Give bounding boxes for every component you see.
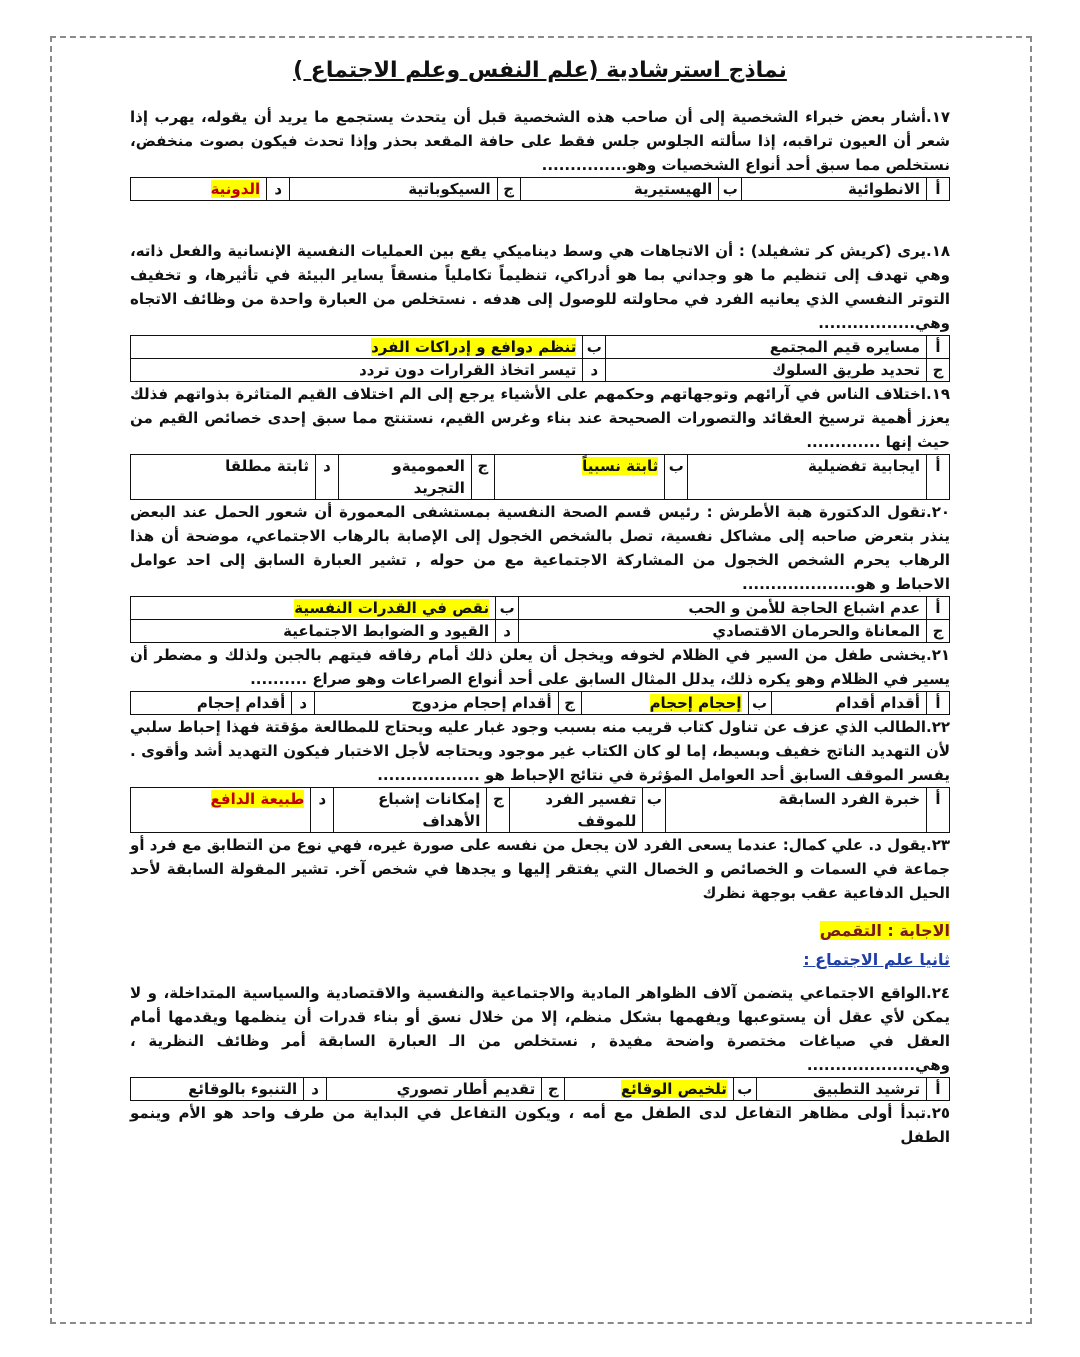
option-22-b: تفسير الفرد للموقف	[510, 788, 643, 833]
option-18-a: مسايره قيم المجتمع	[606, 336, 927, 359]
option-letter: د	[315, 455, 338, 500]
options-21	[130, 691, 950, 715]
question-18: ١٨.يرى (كريش كر تشفيلد) : أن الاتجاهات هي وسط ديناميكي يقع بين العمليات النفسية الإنسانية والفعل ذاته، وهي تهدف إلى تنظيم ما هو وجداني بما هو أدراكي، تنظيماً تكاملياً منسقاً يساير البيئة في تأثيرها، و تخفيف التوتر النفسي الذي يعانيه الفرد في محاولته للوصول إلى هدفه . نستخلص من العبارة واحدة من وظائف الاتجاه وهي.................	[130, 242, 950, 332]
option-letter: أ	[927, 692, 950, 715]
option-21-b	[581, 692, 748, 715]
option-letter: ج	[558, 692, 581, 715]
option-21-a: أقدام أقدام	[771, 692, 926, 715]
answer-23-text: الاجابة : التقمص	[819, 921, 950, 940]
option-18-d: تيسر اتخاذ القرارات دون تردد	[131, 359, 583, 382]
question-19: ١٩.اختلاف الناس في آرائهم وتوجهاتهم وحكمهم على الأشياء يرجع إلى الم اختلاف القيم المتاثرة بذواتهم فذلك يعزز أهمية ترسيخ العقائد والتصورات الصحيحة عند بناء وغرس القيم، نستنتج مما سبق إحدى خصائص القيم من حيث إنها .............	[130, 385, 950, 451]
option-letter: أ	[927, 788, 950, 833]
question-23: ٢٣.يقول د. علي كمال: عندما يسعى الفرد لان يجعل من نفسه على صورة غيره، فهي نوع من التطابق مع فرد أو جماعة في السمات و الخصائص و الخصال التي يفتقر إليها و يجدها في شخص آخر. تشير المقولة السابقة لأحد الحيل الدفاعية عقب بوجهة نظرك	[130, 836, 950, 902]
highlighted-answer: طبيعة الدافع	[210, 790, 305, 808]
option-letter: ج	[497, 178, 520, 201]
question-20: ٢٠.تقول الدكتورة هبة الأطرش : رئيس قسم الصحة النفسية بمستشفى المعمورة أن شعور الحمل عند البعض ينذر بتعرض صاحبه إلى مشاكل نفسية، تصل بالشخص الخجول إلى الإصابة بالرهاب الاجتماعي، موضحة أن هذا الرهاب يحرم الشخص الخجول من المشاركة الاجتماعية مع من حوله , تشير العبارة السابق إلى احد عوامل الاحباط و هو....................	[130, 503, 950, 593]
highlighted-answer: ثابتة نسبياً	[582, 457, 659, 475]
option-letter: ج	[542, 1078, 565, 1101]
options-17	[130, 177, 950, 201]
option-letter: ب	[719, 178, 742, 201]
section-heading-sociology: ثانيا علم الاجتماع :	[803, 950, 950, 969]
option-22-a: خبرة الفرد السابقة	[666, 788, 927, 833]
option-21-c: أقدام إحجام مزدوج	[315, 692, 558, 715]
options-19	[130, 454, 950, 500]
question-25: ٢٥.تبدأ أولى مظاهر التفاعل لدى الطفل مع أمه ، ويكون التفاعل في البداية من طرف واحد هو الأم وينمو الطفل	[130, 1104, 950, 1146]
option-19-c: العموميةو التجريد	[338, 455, 471, 500]
option-19-a: ايجابية تفضيلية	[688, 455, 927, 500]
option-letter: ج	[487, 788, 510, 833]
option-20-c: المعاناة والحرمان الاقتصادي	[519, 620, 927, 643]
option-17-d	[131, 178, 267, 201]
option-17-a: الانطوائية	[742, 178, 927, 201]
option-letter: أ	[927, 455, 950, 500]
option-letter: د	[583, 359, 606, 382]
option-21-d: أقدام إحجام	[131, 692, 292, 715]
option-letter: أ	[927, 178, 950, 201]
option-22-d	[131, 788, 311, 833]
option-22-c: إمكانات إشباع الأهداف	[334, 788, 487, 833]
options-20	[130, 596, 950, 643]
highlighted-answer: إحجام إحجام	[649, 694, 742, 712]
option-24-d: التنبوء بالوقائع	[131, 1078, 304, 1101]
answer-23	[130, 921, 950, 940]
option-letter: د	[496, 620, 519, 643]
options-22	[130, 787, 950, 833]
option-letter: د	[267, 178, 290, 201]
highlighted-answer: الدونية	[210, 180, 261, 198]
option-letter: ب	[583, 336, 606, 359]
question-17: ١٧.أشار بعض خبراء الشخصية إلى أن صاحب هذه الشخصية قبل أن يتحدث يستجمع ما يريد أن يقوله، يهرب إذا شعر أن العيون تراقبه، إذا سألته الجلوس جلس فقط على حافة المقعد بحذر وإذا تحدث فيكون بصوت منخفض، نستخلص مما سبق أحد أنواع الشخصيات وهو...............	[130, 108, 950, 174]
option-letter: د	[292, 692, 315, 715]
option-letter: أ	[927, 336, 950, 359]
option-letter: ب	[665, 455, 688, 500]
option-letter: أ	[927, 1078, 950, 1101]
option-24-c: تقديم أطار تصوري	[327, 1078, 542, 1101]
option-17-c: السيكوباتية	[290, 178, 497, 201]
page-title: نماذج استرشادية (علم النفس وعلم الاجتماع )	[293, 58, 787, 83]
highlighted-answer: تلخيص الوقائع	[620, 1080, 727, 1098]
question-21: ٢١.يخشى طفل من السير في الظلام لخوفه ويخجل أن يعلن ذلك أمام رفاقه فيتهم بالجبن ولذلك و مضطر أن يسير في الظلام وهو يكره ذلك، يدلل المثال السابق على أحد أنواع الصراعات وهو صراع ..........	[130, 646, 950, 688]
option-18-c: تحديد طريق السلوك	[606, 359, 927, 382]
document-body	[130, 52, 950, 1149]
option-letter: ب	[748, 692, 771, 715]
option-letter: ب	[496, 597, 519, 620]
option-letter: د	[311, 788, 334, 833]
highlighted-answer: نقص في القدرات النفسية	[294, 599, 490, 617]
option-19-d: ثابتة مطلقا	[131, 455, 316, 500]
option-letter: ب	[643, 788, 666, 833]
question-22: ٢٢.الطالب الذي عزف عن تناول كتاب قريب منه بسبب وجود غبار عليه ويحتاج للمطالعة مؤقتة فهذا إحباط سلبي لأن التهديد الناتج خفيف وبسيط، إما لو كان الكتاب غير موجود ويحتاجه لأجل الاختبار فيكون التهديد أشد وأقوى . يفسر الموقف السابق أحد العوامل المؤثرة في نتائج الإحباط هو ..................	[130, 718, 950, 784]
option-letter: ب	[733, 1078, 756, 1101]
option-letter: أ	[927, 597, 950, 620]
option-24-b	[565, 1078, 734, 1101]
options-18	[130, 335, 950, 382]
option-letter: ج	[927, 620, 950, 643]
option-20-b	[131, 597, 496, 620]
option-18-b	[131, 336, 583, 359]
option-19-b	[494, 455, 664, 500]
option-17-b: الهيستيرية	[520, 178, 719, 201]
option-letter: ج	[927, 359, 950, 382]
option-20-d: القيود و الضوابط الاجتماعية	[131, 620, 496, 643]
option-letter: د	[304, 1078, 327, 1101]
highlighted-answer: تنظم دوافع و إدراكات الفرد	[371, 338, 577, 356]
question-24: ٢٤.الواقع الاجتماعي يتضمن آلاف الظواهر المادية والاجتماعية والنفسية والاقتصادية والسياسية المتداخلة، و لا يمكن لأي عقل أن يستوعبها ويفهمها بشكل منظم، إلا من خلال نسق أو بناء قدرات أن ينظمها ويقدمها أمام العقل في صياغات مختصرة واضحة مفيدة , نستخلص من الـ العبارة السابقة أمر وظائف النظرية ، وهي...................	[130, 984, 950, 1074]
option-20-a: عدم اشباع الحاجة للأمن و الحب	[519, 597, 927, 620]
option-letter: ج	[471, 455, 494, 500]
option-24-a: ترشيد التطبيق	[756, 1078, 926, 1101]
options-24	[130, 1077, 950, 1101]
